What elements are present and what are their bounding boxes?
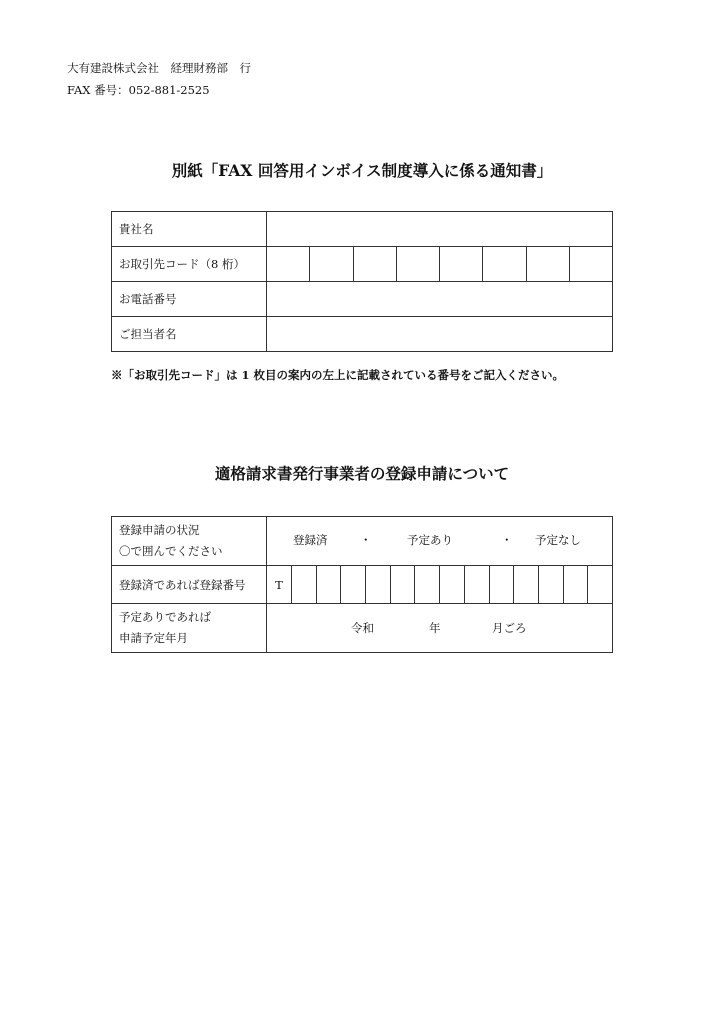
registration-digit-box[interactable] — [390, 566, 415, 604]
registration-digit-box[interactable] — [563, 566, 588, 604]
registration-digit-box[interactable] — [316, 566, 341, 604]
recipient-line: 大有建設株式会社 経理財務部 行 — [67, 61, 251, 75]
year-label: 年 — [429, 621, 441, 635]
status-label — [112, 517, 267, 566]
client-code-row — [112, 247, 613, 282]
form2-title: 適格請求書発行事業者の登録申請について — [214, 464, 510, 483]
code-digit-box[interactable] — [267, 247, 310, 282]
planned-date-label-line2: 申請予定年月 — [119, 631, 188, 645]
contact-label: ご担当者名 — [112, 317, 267, 352]
registration-digit-box[interactable] — [415, 566, 440, 604]
registration-digit-box[interactable] — [489, 566, 514, 604]
company-field[interactable] — [267, 212, 613, 247]
registration-digit-box[interactable] — [440, 566, 465, 604]
code-digit-box[interactable] — [353, 247, 396, 282]
option-registered[interactable]: 登録済 — [293, 533, 328, 547]
month-label: 月ごろ — [492, 621, 527, 635]
registration-number-label: 登録済であれば登録番号 — [112, 566, 267, 604]
registration-digit-box[interactable] — [588, 566, 613, 604]
registration-digit-box[interactable] — [341, 566, 366, 604]
contact-row — [112, 317, 613, 352]
code-digit-box[interactable] — [310, 247, 353, 282]
client-info-table — [111, 211, 613, 352]
status-label-line2: 〇で囲んでください — [119, 544, 223, 558]
code-digit-box[interactable] — [483, 247, 526, 282]
code-digit-box[interactable] — [396, 247, 439, 282]
planned-date-label-line1: 予定ありであれば — [119, 610, 211, 624]
option-separator: ・ — [501, 533, 513, 547]
option-planned[interactable]: 予定あり — [407, 533, 453, 547]
phone-row — [112, 282, 613, 317]
registration-digit-box[interactable] — [538, 566, 563, 604]
planned-date-row — [112, 604, 613, 653]
registration-digit-box[interactable] — [366, 566, 391, 604]
code-digit-box[interactable] — [440, 247, 483, 282]
company-label: 貴社名 — [112, 212, 267, 247]
client-code-note: ※「お取引先コード」は 1 枚目の案内の左上に記載されている番号をご記入ください。 — [111, 368, 565, 382]
registration-digit-box[interactable] — [514, 566, 539, 604]
client-code-label: お取引先コード（8 桁） — [112, 247, 267, 282]
status-options-cell — [267, 517, 613, 566]
registration-prefix: T — [267, 566, 292, 604]
planned-date-label — [112, 604, 267, 653]
option-separator: ・ — [360, 533, 372, 547]
phone-field[interactable] — [267, 282, 613, 317]
code-digit-box[interactable] — [569, 247, 612, 282]
registration-digit-box[interactable] — [292, 566, 317, 604]
code-digit-box[interactable] — [526, 247, 569, 282]
planned-date-field[interactable] — [267, 604, 613, 653]
form1-title: 別紙「FAX 回答用インボイス制度導入に係る通知書」 — [171, 161, 553, 180]
status-row — [112, 517, 613, 566]
fax-number-line: FAX 番号：052-881-2525 — [67, 83, 210, 97]
option-not-planned[interactable]: 予定なし — [535, 533, 581, 547]
status-label-line1: 登録申請の状況 — [119, 523, 200, 537]
era-label: 令和 — [351, 621, 374, 635]
phone-label: お電話番号 — [112, 282, 267, 317]
contact-field[interactable] — [267, 317, 613, 352]
registration-number-row — [112, 566, 613, 604]
registration-digit-box[interactable] — [464, 566, 489, 604]
registration-table — [111, 516, 613, 653]
company-row — [112, 212, 613, 247]
